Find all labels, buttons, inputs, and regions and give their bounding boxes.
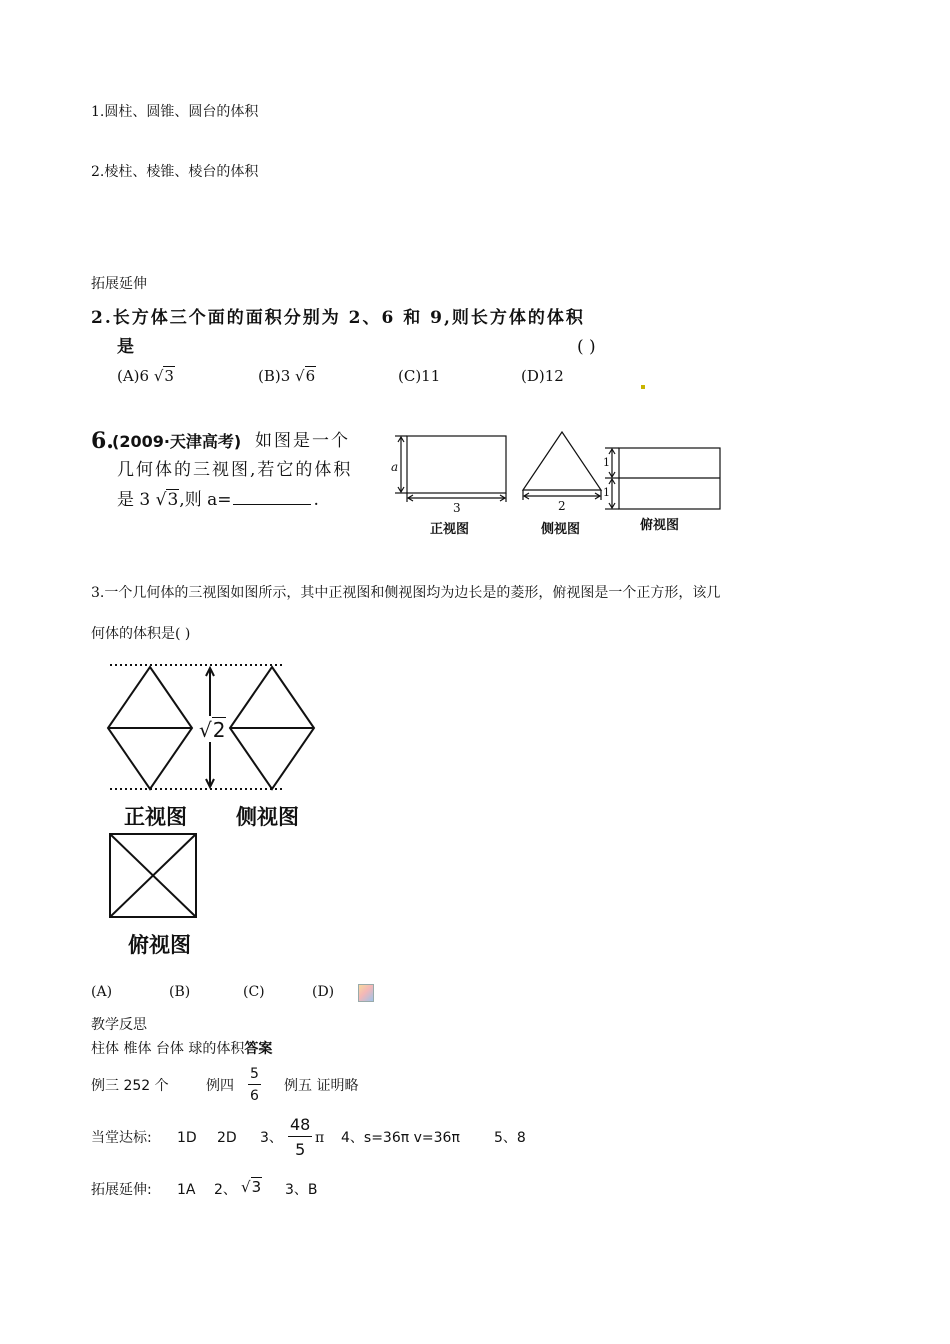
q2-line2: 是	[117, 337, 134, 357]
answer-example-5: 例五 证明略	[284, 1078, 359, 1094]
classwork-answer-3-prefix: 3、	[260, 1130, 283, 1146]
top-dim-1-label: 1	[603, 456, 610, 469]
extension-answer-2-prefix: 2、	[214, 1182, 237, 1198]
top-dim-2-label: 1	[603, 486, 610, 499]
answer-example-4-fraction: $\frac{5}{6}$	[250, 1066, 259, 1104]
sqrt-symbol: √3	[241, 1178, 262, 1196]
q3-dim-label	[199, 720, 226, 740]
classwork-answer-3-pi: π	[315, 1130, 325, 1146]
sqrt-symbol: √6	[295, 367, 316, 385]
q6-front-view-label: 正视图	[430, 522, 470, 537]
extension-label: 拓展延伸:	[91, 1182, 152, 1198]
section-extension-heading: 拓展延伸	[91, 276, 147, 292]
q3-line2: 何体的体积是( )	[91, 626, 191, 642]
front-dim-a-label: a	[391, 460, 399, 474]
q3-top-view-figure	[106, 831, 200, 921]
extension-answer-1: 1A	[177, 1182, 196, 1198]
sqrt-symbol: √2	[199, 718, 226, 742]
q2-option-c: (C)11	[398, 367, 441, 385]
q2-answer-paren: ( )	[577, 337, 596, 357]
q3-top-view-label: 俯视图	[128, 933, 191, 957]
q2-option-a: (A)6 √3	[117, 367, 174, 385]
answer-example-4-label: 例四	[206, 1078, 234, 1094]
front-view-rect	[407, 436, 506, 493]
item-1: 1.圆柱、圆锥、圆台的体积	[91, 104, 259, 120]
side-dim-label: 2	[558, 499, 566, 513]
item-2: 2.棱柱、棱锥、棱台的体积	[91, 164, 259, 180]
answers-title: 柱体 椎体 台体 球的体积答案	[91, 1041, 273, 1057]
extension-answer-3: 3、B	[285, 1182, 318, 1198]
q3-option-d: (D)	[312, 984, 335, 1000]
q6-side-view-label: 侧视图	[541, 522, 581, 537]
stray-mark	[641, 385, 645, 389]
q2-option-b: (B)3 √6	[258, 367, 316, 385]
classwork-label: 当堂达标:	[91, 1130, 152, 1146]
q3-option-a: (A)	[91, 984, 113, 1000]
answer-example-3: 例三 252 个	[91, 1078, 169, 1094]
classwork-answer-1: 1D	[177, 1130, 197, 1146]
q3-front-view-label: 正视图	[124, 805, 187, 829]
q3-line1: 3.一个几何体的三视图如图所示，其中正视图和侧视图均为边长是的菱形，俯视图是一个正方形，该几	[91, 585, 721, 601]
q2-line1: 2.长方体三个面的面积分别为 2、6 和 9,则长方体的体积	[91, 308, 585, 328]
side-view-triangle	[523, 432, 601, 490]
reflection-heading: 教学反思	[91, 1017, 147, 1033]
answer-blank	[233, 503, 311, 505]
classwork-answer-4: 4、s=36π v=36π	[341, 1130, 460, 1146]
classwork-answer-2: 2D	[217, 1130, 237, 1146]
q6-line1-text: 如图是一个	[255, 431, 350, 451]
q6-line3: 是 3 √3,则 a= .	[117, 490, 319, 510]
sqrt-symbol: √3	[155, 490, 179, 510]
q6-source: (2009·天津高考)	[112, 432, 242, 451]
q3-side-view-label: 侧视图	[236, 805, 299, 829]
broken-image-icon	[358, 984, 374, 1002]
q2-option-d: (D)12	[521, 367, 564, 385]
q6-number: 6.	[91, 428, 114, 454]
q3-option-b: (B)	[169, 984, 191, 1000]
extension-answer-2-value	[241, 1180, 262, 1195]
q3-option-c: (C)	[243, 984, 265, 1000]
classwork-answer-3-fraction: $\frac{48}{5}$	[290, 1115, 311, 1159]
q6-top-view-label: 俯视图	[640, 518, 680, 533]
classwork-answer-5: 5、8	[494, 1130, 526, 1146]
q6-line2: 几何体的三视图,若它的体积	[117, 460, 353, 480]
front-dim-width-label: 3	[453, 501, 461, 515]
sqrt-symbol: √3	[153, 367, 174, 385]
